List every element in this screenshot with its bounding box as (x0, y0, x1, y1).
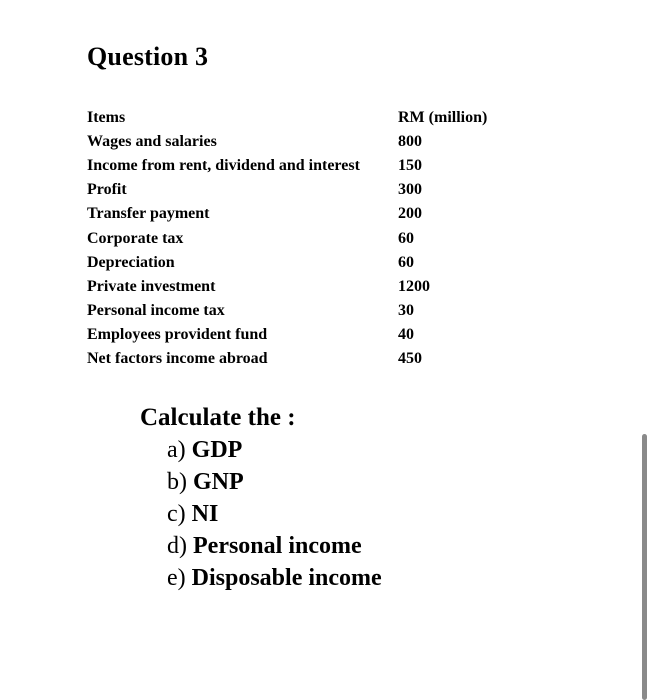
task-text: GDP (191, 437, 243, 463)
task-label: d) (167, 533, 187, 559)
calculation-tasks (140, 402, 382, 594)
table-cell-value: 1200 (398, 277, 430, 295)
table-cell-value: 150 (398, 157, 422, 175)
question-title: Question 3 (87, 42, 209, 71)
table-row (87, 323, 508, 347)
task-list (140, 434, 382, 594)
task-text: NI (191, 501, 219, 527)
task-text: GNP (193, 469, 244, 495)
table-cell-item: Transfer payment (87, 205, 210, 223)
table-row (87, 202, 508, 226)
task-label: e) (167, 565, 186, 591)
table-row (87, 275, 508, 299)
task-text: Disposable income (191, 565, 382, 591)
task-heading: Calculate the : (140, 404, 296, 431)
table-header-row (87, 106, 508, 130)
table-cell-item: Depreciation (87, 253, 175, 271)
table-cell-value: 40 (398, 325, 414, 343)
table-cell-item: Income from rent, dividend and interest (87, 157, 360, 175)
table-cell-value: 60 (398, 229, 414, 247)
list-item (167, 498, 382, 530)
table-cell-item: Employees provident fund (87, 325, 268, 343)
task-text: Personal income (193, 533, 362, 559)
table-cell-value: 200 (398, 205, 422, 223)
income-data-table (87, 106, 508, 371)
table-cell-item: Net factors income abroad (87, 349, 268, 367)
table-cell-value: 300 (398, 181, 422, 199)
list-item (167, 466, 382, 498)
table-row (87, 178, 508, 202)
task-label: b) (167, 469, 187, 495)
table-cell-item: Corporate tax (87, 229, 184, 247)
table-row (87, 226, 508, 250)
list-item (167, 562, 382, 594)
table-cell-item: Private investment (87, 277, 216, 295)
table-row (87, 347, 508, 371)
table-row (87, 154, 508, 178)
task-label: c) (167, 501, 186, 527)
scrollbar-thumb[interactable] (642, 434, 647, 700)
table-row (87, 130, 508, 154)
list-item (167, 530, 382, 562)
table-row (87, 251, 508, 275)
table-cell-item: Profit (87, 181, 127, 199)
task-label: a) (167, 437, 186, 463)
table-cell-value: 60 (398, 253, 414, 271)
value-column-header: RM (million) (398, 109, 488, 127)
table-cell-item: Wages and salaries (87, 133, 217, 151)
items-column-header: Items (87, 109, 126, 127)
table-cell-value: 450 (398, 349, 422, 367)
table-cell-item: Personal income tax (87, 301, 225, 319)
list-item (167, 434, 382, 466)
table-cell-value: 30 (398, 301, 414, 319)
table-row (87, 299, 508, 323)
table-cell-value: 800 (398, 133, 422, 151)
